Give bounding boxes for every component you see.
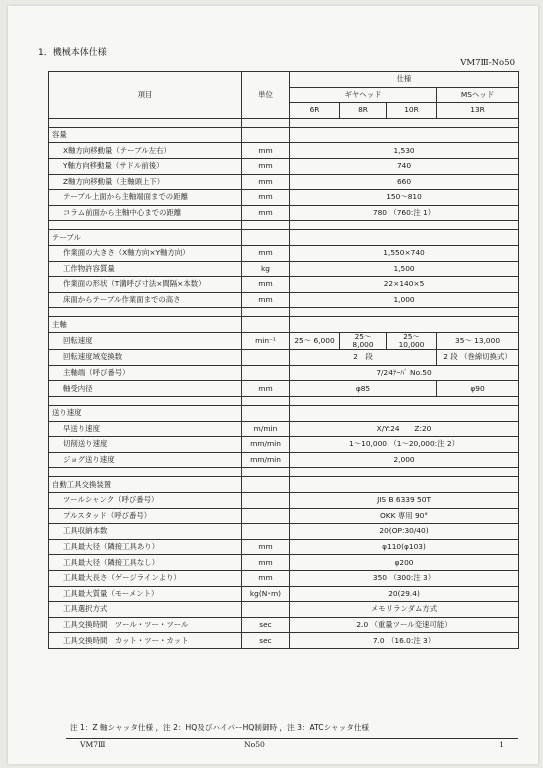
header-gear-head: ギヤヘッド [290, 87, 437, 103]
spec-value: 1,500 [290, 261, 519, 277]
spec-value: JIS B 6339 50T [290, 492, 519, 508]
spacer-cell [242, 118, 290, 127]
spec-row [49, 190, 519, 206]
spacer-cell [49, 308, 242, 317]
spacer-cell [242, 468, 290, 477]
section-heading: テーブル [49, 230, 242, 246]
spec-value: 1,530 [290, 143, 519, 159]
spec-unit [242, 350, 290, 366]
spec-item: 工具収納本数 [49, 524, 242, 540]
spec-item: X軸方向移動量（テーブル左右） [49, 143, 242, 159]
spec-item: 工作物許容質量 [49, 261, 242, 277]
spec-unit: mm/min [242, 437, 290, 453]
spec-row [49, 492, 519, 508]
spec-item: テーブル上面から主軸端面までの距離 [49, 190, 242, 206]
spec-unit: mm [242, 143, 290, 159]
spacer-cell [242, 221, 290, 230]
spec-item: コラム前面から主軸中心までの距離 [49, 205, 242, 221]
spec-unit: mm [242, 245, 290, 261]
spec-unit: mm [242, 158, 290, 174]
spec-unit: sec [242, 617, 290, 633]
empty-cell [290, 405, 519, 421]
spec-row [49, 555, 519, 571]
spec-row [49, 350, 519, 366]
spec-item: ジョグ送り速度 [49, 452, 242, 468]
spec-table [48, 71, 519, 649]
spec-row [49, 421, 519, 437]
spec-item: 作業面の形状（T溝呼び寸法×間隔×本数） [49, 277, 242, 293]
spec-item: プルスタッド（呼び番号） [49, 508, 242, 524]
spec-value: φ85 [290, 381, 437, 397]
footnote: 注 1：Z 軸シャッタ仕様 ，注 2：HQ及びハイパーHQ制御時 ，注 3：ATCシャッタ仕様 [70, 723, 370, 732]
spacer-cell [290, 396, 519, 405]
header-spec: 仕様 [290, 72, 519, 88]
spec-unit: mm [242, 205, 290, 221]
spacer-row [49, 221, 519, 230]
spec-item: 回転速度域変換数 [49, 350, 242, 366]
spec-item: 早送り速度 [49, 421, 242, 437]
spec-item: 工具選択方式 [49, 602, 242, 618]
empty-cell [290, 127, 519, 143]
section-title: 1．機械本体仕様 [38, 48, 107, 58]
spacer-cell [49, 396, 242, 405]
spec-item: 床面からテーブル作業面までの高さ [49, 292, 242, 308]
spec-row [49, 365, 519, 381]
spec-item: 主軸端（呼び番号） [49, 365, 242, 381]
spec-unit [242, 492, 290, 508]
spec-unit: mm [242, 277, 290, 293]
footer-model: VM7Ⅲ [80, 740, 106, 749]
spec-item: 工具最大長さ（ゲージラインより） [49, 570, 242, 586]
spindle-speed-value: 35～ 13,000 [437, 332, 519, 349]
spec-item: Y軸方向移動量（サドル前後） [49, 158, 242, 174]
spacer-cell [290, 118, 519, 127]
spacer-cell [49, 118, 242, 127]
spacer-row [49, 308, 519, 317]
spec-unit [242, 524, 290, 540]
empty-cell [242, 127, 290, 143]
spec-value: 2 段 （巻線切換式） [437, 350, 519, 366]
spec-value: X/Y:24 Z:20 [290, 421, 519, 437]
spec-row [49, 602, 519, 618]
spec-value: 20(OP:30/40) [290, 524, 519, 540]
header-col-13r: 13R [437, 103, 519, 119]
spec-unit: mm/min [242, 452, 290, 468]
spindle-speed-value: 25～ 6,000 [290, 332, 340, 349]
section-heading: 送り速度 [49, 405, 242, 421]
spec-unit: sec [242, 633, 290, 649]
spacer-cell [290, 468, 519, 477]
spec-value: OKK 専用 90° [290, 508, 519, 524]
spec-value: 2.0 （重量ツール変速可能） [290, 617, 519, 633]
spec-unit: kg [242, 261, 290, 277]
spec-item: 回転速度 [49, 332, 242, 349]
spec-unit: mm [242, 190, 290, 206]
header-col-10r: 10R [387, 103, 437, 119]
spec-value: 1,550×740 [290, 245, 519, 261]
spec-row [49, 205, 519, 221]
spec-item: 工具交換時間 ツール・ツー・ツール [49, 617, 242, 633]
spec-value: 350 （300:注 3） [290, 570, 519, 586]
spec-row [49, 508, 519, 524]
spec-value: φ90 [437, 381, 519, 397]
spec-item: 工具最大質量（モーメント） [49, 586, 242, 602]
spec-value: 2 段 [290, 350, 437, 366]
spec-value: 150～810 [290, 190, 519, 206]
spec-row [49, 261, 519, 277]
section-row [49, 127, 519, 143]
spec-value: メモリランダム方式 [290, 602, 519, 618]
empty-cell [242, 317, 290, 333]
page-footer [66, 738, 518, 750]
spec-value: φ110(φ103) [290, 539, 519, 555]
spec-row [49, 174, 519, 190]
spec-unit: min⁻¹ [242, 332, 290, 349]
empty-cell [290, 230, 519, 246]
spec-row [49, 277, 519, 293]
spec-value: 7/24ﾃｰﾊﾟ No.50 [290, 365, 519, 381]
spec-item: 作業面の大きさ（X軸方向×Y軸方向） [49, 245, 242, 261]
spec-item: 工具最大径（隣接工具あり） [49, 539, 242, 555]
spacer-cell [49, 221, 242, 230]
spec-row [49, 539, 519, 555]
spec-item: Z軸方向移動量（主軸頭上下） [49, 174, 242, 190]
spec-row [49, 245, 519, 261]
document-code: VM7Ⅲ-No50 [460, 58, 515, 68]
spec-row [49, 524, 519, 540]
spec-unit: mm [242, 555, 290, 571]
header-unit: 単位 [242, 72, 290, 119]
spec-row [49, 586, 519, 602]
header-row [49, 72, 519, 88]
section-row [49, 477, 519, 493]
spec-value: 1,000 [290, 292, 519, 308]
section-heading: 容量 [49, 127, 242, 143]
spacer-row [49, 118, 519, 127]
empty-cell [242, 230, 290, 246]
spec-row [49, 617, 519, 633]
spec-unit: kg(N･m) [242, 586, 290, 602]
spec-unit: mm [242, 292, 290, 308]
footer-number: No50 [244, 740, 265, 749]
spec-value: 20(29.4) [290, 586, 519, 602]
spec-row [49, 633, 519, 649]
header-col-6r: 6R [290, 103, 340, 119]
spacer-row [49, 396, 519, 405]
spacer-cell [290, 221, 519, 230]
spec-item: 工具最大径（隣接工具なし） [49, 555, 242, 571]
spec-row [49, 292, 519, 308]
header-col-8r: 8R [340, 103, 387, 119]
spec-item: 軸受内径 [49, 381, 242, 397]
spec-value: 1～10,000 （1～20,000:注 2） [290, 437, 519, 453]
spacer-row [49, 468, 519, 477]
spec-value: 780 （760:注 1） [290, 205, 519, 221]
spec-unit [242, 602, 290, 618]
section-heading: 主軸 [49, 317, 242, 333]
section-heading: 自動工具交換装置 [49, 477, 242, 493]
spec-row [49, 143, 519, 159]
section-row [49, 405, 519, 421]
spindle-speed-value: 25～ 8,000 [340, 332, 387, 349]
spec-value: 2,000 [290, 452, 519, 468]
spec-value: 22×140×5 [290, 277, 519, 293]
spec-row [49, 437, 519, 453]
empty-cell [290, 317, 519, 333]
spec-item: ツールシャンク（呼び番号） [49, 492, 242, 508]
section-row [49, 317, 519, 333]
spec-unit [242, 508, 290, 524]
header-ms-head: MSヘッド [437, 87, 519, 103]
empty-cell [290, 477, 519, 493]
spacer-cell [242, 396, 290, 405]
spec-unit: m/min [242, 421, 290, 437]
section-row [49, 230, 519, 246]
spec-row [49, 452, 519, 468]
spec-value: 660 [290, 174, 519, 190]
spacer-cell [242, 308, 290, 317]
spec-unit [242, 365, 290, 381]
spec-row [49, 332, 519, 349]
spec-unit: mm [242, 570, 290, 586]
empty-cell [242, 477, 290, 493]
spec-value: 7.0 （16.0:注 3） [290, 633, 519, 649]
spindle-speed-value: 25～ 10,000 [387, 332, 437, 349]
spec-row [49, 381, 519, 397]
footer-page: 1 [499, 740, 504, 749]
spec-value: 740 [290, 158, 519, 174]
header-item: 項目 [49, 72, 242, 119]
spec-row [49, 570, 519, 586]
spec-unit: mm [242, 381, 290, 397]
spec-row [49, 158, 519, 174]
spec-unit: mm [242, 539, 290, 555]
spec-item: 切削送り速度 [49, 437, 242, 453]
spec-value: φ200 [290, 555, 519, 571]
empty-cell [242, 405, 290, 421]
spec-unit: mm [242, 174, 290, 190]
spec-item: 工具交換時間 カット・ツー・カット [49, 633, 242, 649]
spacer-cell [49, 468, 242, 477]
spacer-cell [290, 308, 519, 317]
